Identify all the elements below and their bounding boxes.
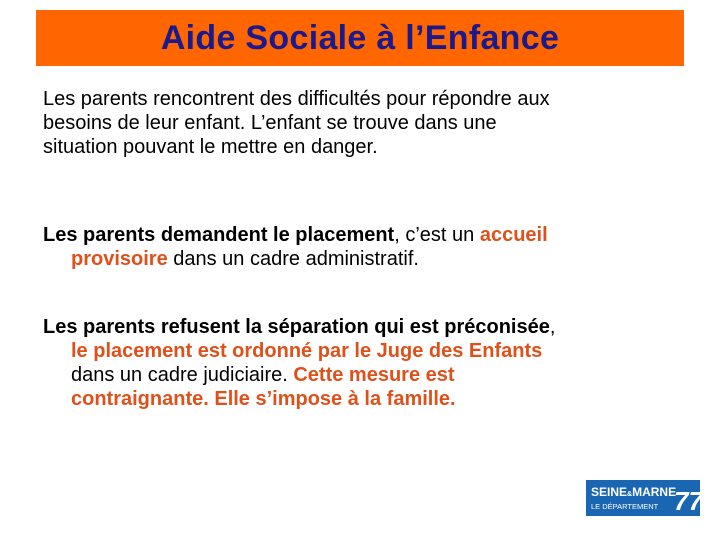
paragraph-administrative-placement <box>43 223 683 271</box>
seine-et-marne-logo <box>586 480 703 516</box>
paragraph-line <box>43 223 683 247</box>
logo-word-seine: SEINE <box>591 485 628 499</box>
paragraph-line <box>43 387 683 411</box>
paragraph-judicial-placement <box>43 315 683 411</box>
paragraph-line <box>43 247 683 271</box>
paragraph-situation <box>43 87 683 159</box>
highlight-text: accueil <box>479 224 548 246</box>
highlight-text: Cette mesure est <box>293 364 455 386</box>
paragraph-line: Les parents rencontrent des difficultés pour répondre aux <box>43 88 550 110</box>
svg-text:SEINE&MARNE <box>591 485 676 499</box>
paragraph-line <box>43 339 683 363</box>
bold-lead: Les parents refusent la séparation qui est préconisée <box>43 316 550 338</box>
logo-subtitle: LE DÉPARTEMENT <box>591 502 659 511</box>
paragraph-line: besoins de leur enfant. L’enfant se trouve dans une <box>43 112 497 134</box>
highlight-text: provisoire <box>71 248 168 270</box>
plain-text: , c’est un <box>394 224 480 246</box>
paragraph-line <box>43 363 683 387</box>
paragraph-line <box>43 315 683 339</box>
plain-text: dans un cadre judiciaire. <box>71 364 294 386</box>
plain-text: dans un cadre administratif. <box>167 248 419 270</box>
bold-lead: Les parents demandent le placement <box>43 224 395 246</box>
slide-title: Aide Sociale à l’Enfance <box>160 18 560 57</box>
logo-number: 77 <box>674 486 703 516</box>
paragraph-line: situation pouvant le mettre en danger. <box>43 136 378 158</box>
highlight-text: contraignante. Elle s’impose à la famille. <box>71 388 456 410</box>
logo-ampersand: & <box>627 491 633 498</box>
logo-word-marne: MARNE <box>632 485 677 499</box>
title-banner <box>36 10 684 66</box>
plain-text: , <box>549 316 556 338</box>
highlight-text: le placement est ordonné par le Juge des Enfants <box>71 340 543 362</box>
